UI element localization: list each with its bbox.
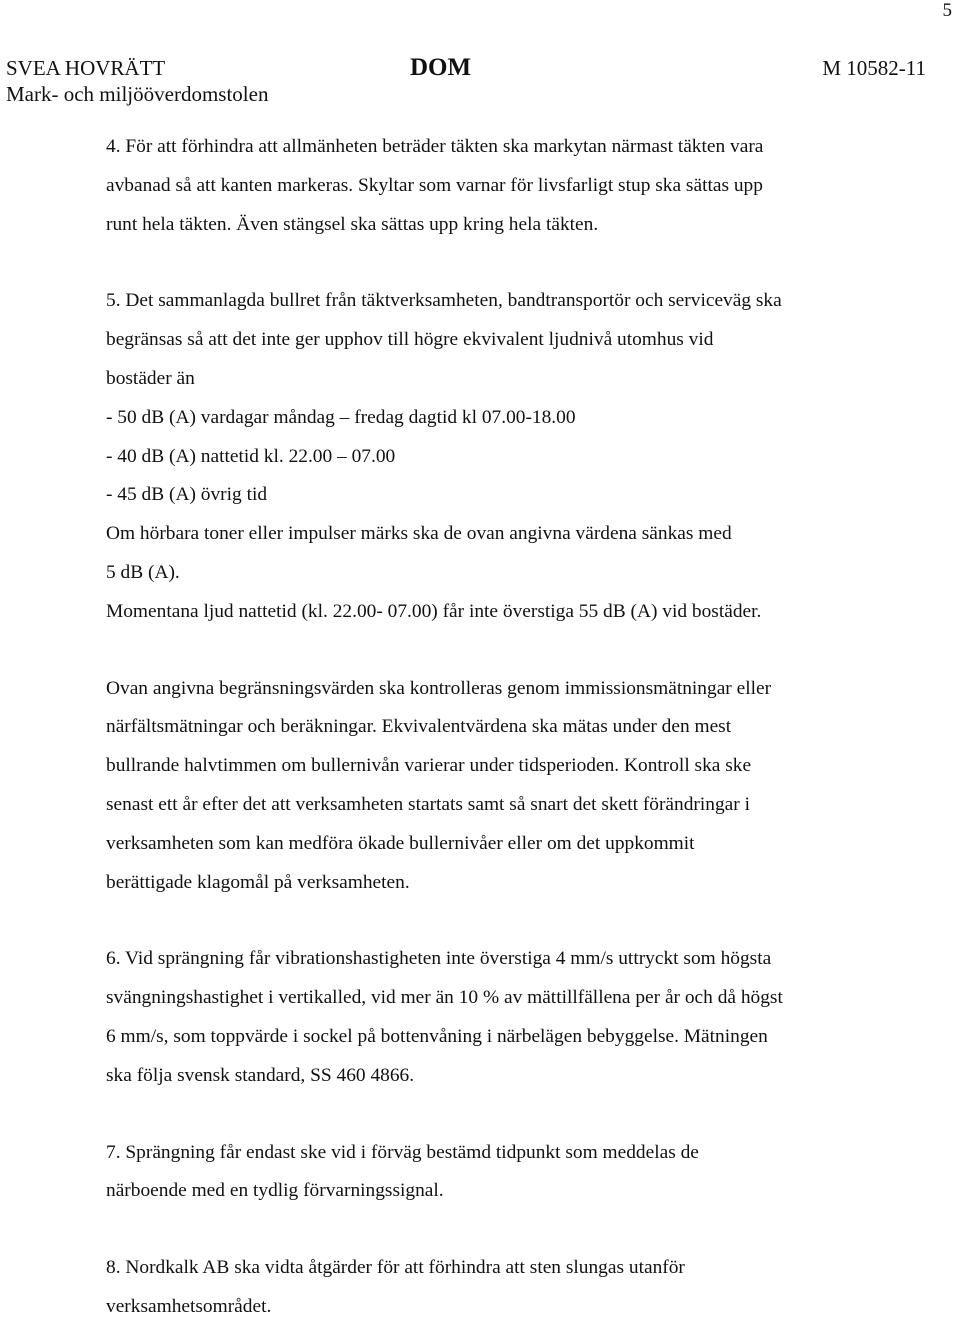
document-body: [106, 128, 906, 1327]
tones-adjustment: Om hörbara toner eller impulser märks ska de ovan angivna värdena sänkas med 5 dB (A).: [106, 523, 732, 583]
condition-7: 7. Sprängning får endast ske vid i förväg bestämd tidpunkt som meddelas de närboende med en tydlig förvarningssignal.: [106, 1141, 699, 1202]
document-header: [6, 56, 926, 106]
paragraph-gap: [106, 632, 906, 670]
condition-8: 8. Nordkalk AB ska vidta åtgärder för att förhindra att sten slungas utanför verksamhetsområdet.: [106, 1257, 685, 1317]
court-name: SVEA HOVRÄTT: [6, 56, 166, 80]
noise-limit-night: - 40 dB (A) nattetid kl. 22.00 – 07.00: [106, 445, 396, 467]
paragraph-gap: [106, 244, 906, 282]
paragraph-gap: [106, 902, 906, 940]
condition-4: 4. För att förhindra att allmänheten beträder täkten ska markytan närmast täkten vara avbanad så att kanten markeras. Skyltar som varnar för livsfarligt stup ska sättas upp runt hela täkten. Även stängsel ska sättas upp kring hela täkten.: [106, 136, 764, 235]
court-division: Mark- och miljööverdomstolen: [6, 82, 269, 106]
condition-6: 6. Vid sprängning får vibrationshastigheten inte överstiga 4 mm/s uttryckt som högsta svängningshastighet i vertikalled, vid mer än 10 % av mättillfällena per år och då högst 6 mm/s, som toppvärde i sockel på bottenvåning i närbelägen bebyggelse. Mätningen ska följa svensk standard, SS 460 4866.: [106, 948, 783, 1086]
paragraph-gap: [106, 1211, 906, 1249]
case-number: M 10582-11: [822, 56, 926, 80]
noise-control-paragraph: Ovan angivna begränsningsvärden ska kontrolleras genom immissionsmätningar eller närfältsmätningar och beräkningar. Ekvivalentvärdena ska mätas under den mest bullrande halvtimmen om bullernivån varierar under tidsperioden. Kontroll ska ske senast ett år efter det att verksamheten startats samt så snart det skett förändringar i verksamheten som kan medföra ökade bullernivåer eller om det uppkommit berättigade klagomål på verksamheten.: [106, 677, 772, 893]
condition-5-intro: 5. Det sammanlagda bullret från täktverksamheten, bandtransportör och serviceväg ska begränsas så att det inte ger upphov till högre ekvivalent ljudnivå utomhus vid bostäder än: [106, 290, 782, 389]
noise-limit-day: - 50 dB (A) vardagar måndag – fredag dagtid kl 07.00-18.00: [106, 406, 576, 428]
momentary-noise-limit: Momentana ljud nattetid (kl. 22.00- 07.00) får inte överstiga 55 dB (A) vid bostäder.: [106, 600, 762, 622]
noise-limit-other: - 45 dB (A) övrig tid: [106, 484, 268, 506]
document-type: DOM: [410, 54, 472, 81]
page-number: 5: [942, 0, 952, 21]
paragraph-gap: [106, 1096, 906, 1134]
